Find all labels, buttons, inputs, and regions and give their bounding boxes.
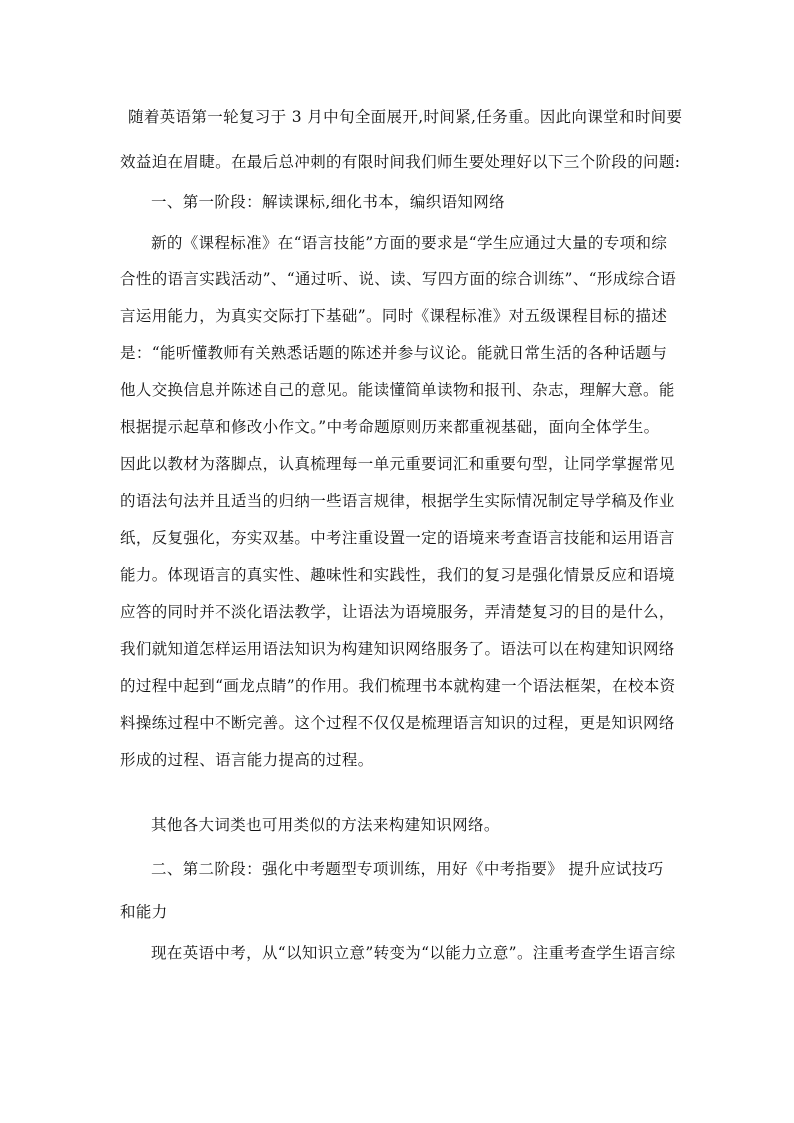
paragraph-standards-line-5: 他人交换信息并陈述自己的意见。能读懂简单读物和报刊、杂志，理解大意。能 (120, 381, 675, 399)
paragraph-exam-shift-line-1: 现在英语中考，从“以知识立意”转变为“以能力立意”。注重考查学生语言综 (151, 944, 676, 962)
paragraph-standards-line-13: 的过程中起到“画龙点睛”的作用。我们梳理书本就构建一个语法框架，在校本资 (120, 677, 676, 695)
paragraph-standards-line-1: 新的《课程标准》在“语言技能”方面的要求是“学生应通过大量的专项和综 (151, 234, 668, 252)
paragraph-standards-line-14: 料操练过程中不断完善。这个过程不仅仅是梳理语言知识的过程，更是知识网络 (120, 714, 675, 732)
section-heading-stage-2-line-1: 二、第二阶段：强化中考题型专项训练，用好《中考指要》 提升应试技巧 (151, 860, 664, 878)
paragraph-intro-line-2: 效益迫在眉睫。在最后总冲刺的有限时间我们师生要处理好以下三个阶段的问题: (120, 153, 681, 171)
section-heading-stage-1: 一、第一阶段：解读课标,细化书本，编织语知网络 (151, 193, 505, 211)
paragraph-standards-line-12: 我们就知道怎样运用语法知识为构建知识网络服务了。语法可以在构建知识网络 (120, 640, 675, 658)
paragraph-standards-line-7: 因此以教材为落脚点，认真梳理每一单元重要词汇和重要句型，让同学掌握常见 (120, 455, 675, 473)
paragraph-intro-line-1: 随着英语第一轮复习于 3 月中旬全面展开,时间紧,任务重。因此向课堂和时间要 (128, 108, 683, 126)
paragraph-standards-line-2: 合性的语言实践活动”、“通过听、说、读、写四方面的综合训练”、“形成综合语 (120, 270, 677, 288)
paragraph-standards-line-10: 能力。体现语言的真实性、趣味性和实践性，我们的复习是强化情景反应和语境 (120, 566, 675, 584)
paragraph-standards-line-15: 形成的过程、语言能力提高的过程。 (120, 751, 374, 769)
paragraph-other-word-classes: 其他各大词类也可用类似的方法来构建知识网络。 (151, 816, 500, 834)
paragraph-standards-line-9: 纸，反复强化，夯实双基。中考注重设置一定的语境来考查语言技能和运用语言 (120, 529, 675, 547)
paragraph-standards-line-8: 的语法句法并且适当的归纳一些语言规律，根据学生实际情况制定导学稿及作业 (120, 492, 675, 510)
paragraph-standards-line-4: 是：“能听懂教师有关熟悉话题的陈述并参与议论。能就日常生活的各种话题与 (120, 344, 668, 362)
section-heading-stage-2-line-2: 和能力 (120, 903, 168, 921)
paragraph-standards-line-3: 言运用能力，为真实交际打下基础”。同时《课程标准》对五级课程目标的描述 (120, 307, 668, 325)
paragraph-standards-line-6: 根据提示起草和修改小作文。”中考命题原则历来都重视基础，面向全体学生。 (120, 418, 660, 436)
paragraph-standards-line-11: 应答的同时并不淡化语法教学，让语法为语境服务，弄清楚复习的目的是什么， (120, 603, 675, 621)
